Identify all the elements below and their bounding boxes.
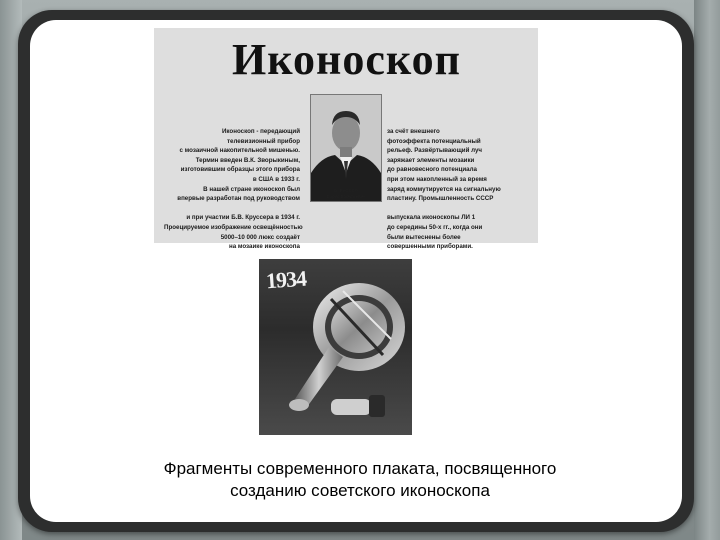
clipping-text-right: за счёт внешнего фотоэффекта потенциальный рельеф. Развёртывающий луч заряжает элементы мозаики до равновесного потенциала при этом накопленный за время заряд коммутируется на сигнальную пластину. Промышленность СССР выпускала иконоскопы ЛИ 1 до середины 50-х гг., когда они были вытеснены более совершенными приборами. — [387, 128, 501, 251]
clipping-text-left: Иконоскоп - передающий телевизионный прибор с мозаичной накопительной мишенью. Термин введен В.К. Зворыкиным, изготовившим образцы этого прибора в США в 1933 г. В нашей стране иконоскоп был впервые разработан под руководством и при участии Б.В. Круссера в 1934 г. Проецируемое изображение освещённостью 5000–10 000 люкс создаёт на мозаике иконоскопа — [164, 128, 303, 251]
portrait-image — [311, 95, 381, 201]
portrait-caption: Б. РУССЕР Борис Васильевич — [326, 188, 366, 199]
iconoscope-photo — [259, 259, 412, 435]
portrait-photo — [310, 94, 382, 202]
background-wall-right — [694, 0, 720, 540]
photo-year-label: 1934 — [265, 265, 307, 294]
slide-caption — [90, 458, 630, 502]
caption-line-1: Фрагменты современного плаката, посвященного — [163, 459, 557, 478]
newspaper-clipping — [154, 28, 538, 251]
caption-line-2: созданию советского иконоскопа — [230, 481, 490, 500]
clipping-title: Иконоскоп — [232, 35, 461, 84]
